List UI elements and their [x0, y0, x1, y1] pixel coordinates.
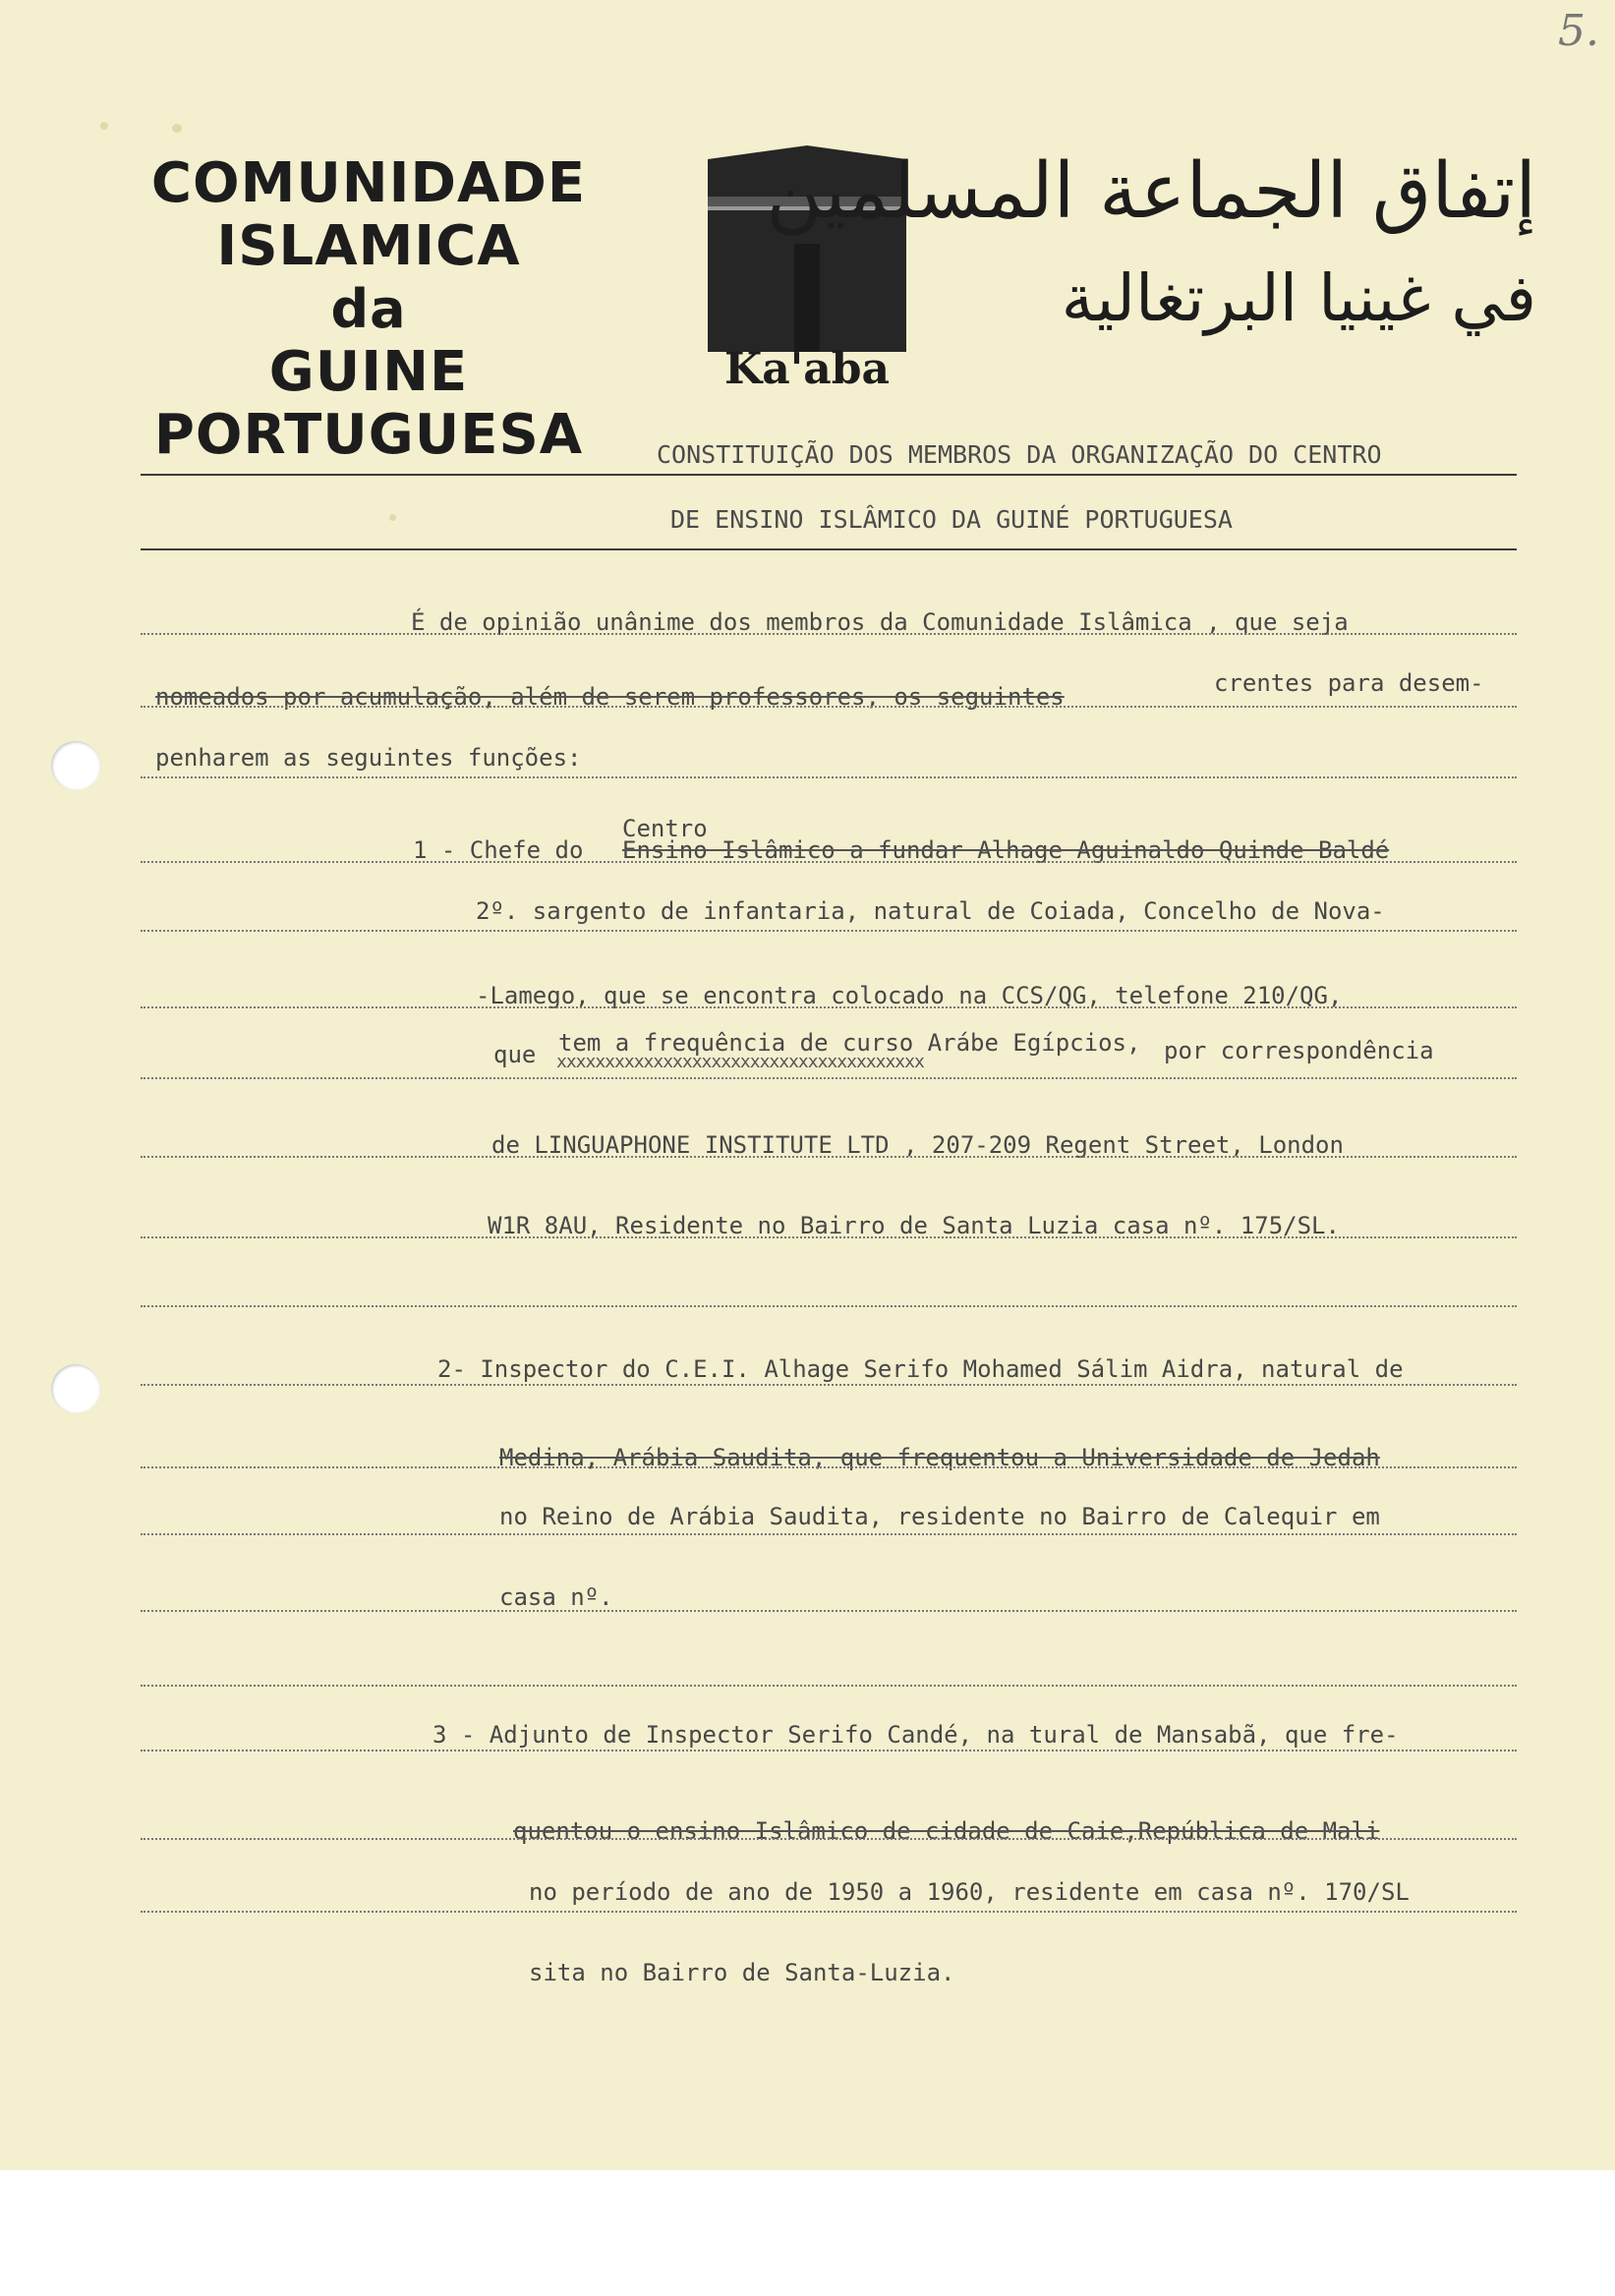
dotted-line [141, 633, 1517, 635]
heading-line-1: CONSTITUIÇÃO DOS MEMBROS DA ORGANIZAÇÃO DO CENTRO [657, 440, 1382, 469]
dotted-line [141, 776, 1517, 778]
dotted-line [141, 1384, 1517, 1386]
dotted-line [141, 1911, 1517, 1913]
item-1-insert-above: Centro [622, 815, 708, 842]
dotted-line [141, 1750, 1517, 1751]
heading-rule-1 [141, 474, 1517, 476]
dotted-line [141, 930, 1517, 932]
item-1-line-1a: 1 - Chefe do [413, 836, 584, 864]
org-line-2: da [330, 278, 407, 340]
intro-line-2-extra: crentes para desem- [1214, 669, 1484, 697]
dotted-line [141, 1466, 1517, 1468]
item-1-struck-text: xxxxxxxxxxxxxxxxxxxxxxxxxxxxxxxxxxxxxx [556, 1052, 924, 1072]
item-2-line-2-text: Medina, Arábia Saudita, que frequentou a Universidade de Jedah [499, 1444, 1380, 1471]
item-1-line-6: W1R 8AU, Residente no Bairro de Santa Luzia casa nº. 175/SL. [488, 1212, 1340, 1239]
organization-name [74, 152, 663, 467]
item-1-line-4a: que [493, 1041, 537, 1068]
paper-stain [172, 124, 182, 133]
dotted-line [141, 1236, 1517, 1238]
item-2-line-3: no Reino de Arábia Saudita, residente no Bairro de Calequir em [499, 1503, 1380, 1530]
dotted-line [141, 706, 1517, 708]
dotted-line [141, 1077, 1517, 1079]
heading-line-2: DE ENSINO ISLÂMICO DA GUINÉ PORTUGUESA [670, 505, 1233, 534]
item-3-line-4: sita no Bairro de Santa-Luzia. [529, 1959, 955, 1986]
arabic-title-line-2: في غينيا البرتغالية [1061, 260, 1536, 336]
dotted-line [141, 1838, 1517, 1840]
dotted-line [141, 1305, 1517, 1307]
item-3-line-1: 3 - Adjunto de Inspector Serifo Candé, na tural de Mansabã, que fre- [433, 1721, 1399, 1749]
punch-hole [51, 741, 100, 790]
org-line-3: GUINE PORTUGUESA [153, 340, 584, 467]
item-1-line-5: de LINGUAPHONE INSTITUTE LTD , 207-209 Regent Street, London [491, 1131, 1344, 1159]
item-1-line-1b-text: Ensino Islâmico a fundar Alhage Aguinaldo Quinde Baldé [622, 836, 1390, 864]
org-line-1: COMUNIDADE ISLAMICA [150, 151, 587, 278]
intro-line-3: penharem as seguintes funções: [155, 744, 582, 772]
dotted-line [141, 1685, 1517, 1687]
paper-stain [389, 514, 396, 521]
item-2-line-4: casa nº. [499, 1583, 613, 1611]
punch-hole [51, 1364, 100, 1413]
item-3-line-2-text: quentou o ensino Islâmico de cidade de Caie,República de Mali [513, 1817, 1380, 1845]
dotted-line [141, 1533, 1517, 1535]
arabic-title-line-1: إتفاق الجماعة المسلمين [766, 147, 1536, 236]
page-number: 5. [1558, 6, 1599, 56]
item-1-insert-above-2: tem a frequência de curso Arábe Egípcios, [558, 1029, 1141, 1057]
item-3-line-3: no período de ano de 1950 a 1960, residente em casa nº. 170/SL [529, 1878, 1410, 1906]
item-1-line-2: 2º. sargento de infantaria, natural de Coiada, Concelho de Nova- [476, 897, 1385, 925]
kaaba-label: Ka'aba [723, 344, 890, 394]
heading-rule-2 [141, 548, 1517, 550]
dotted-line [141, 1006, 1517, 1008]
item-1-line-3: -Lamego, que se encontra colocado na CCS/QG, telefone 210/QG, [476, 982, 1343, 1009]
intro-line-2-text: nomeados por acumulação, além de serem professores, os seguintes [155, 683, 1065, 711]
item-1-line-4b: por correspondência [1164, 1037, 1434, 1064]
item-3-line-2 [513, 1816, 1379, 1846]
dotted-line [141, 861, 1517, 863]
paper-stain [100, 122, 108, 130]
intro-line-1: É de opinião unânime dos membros da Comunidade Islâmica , que seja [411, 608, 1349, 636]
dotted-line [141, 1610, 1517, 1612]
item-2-line-1: 2- Inspector do C.E.I. Alhage Serifo Mohamed Sálim Aidra, natural de [437, 1355, 1404, 1383]
dotted-line [141, 1156, 1517, 1158]
